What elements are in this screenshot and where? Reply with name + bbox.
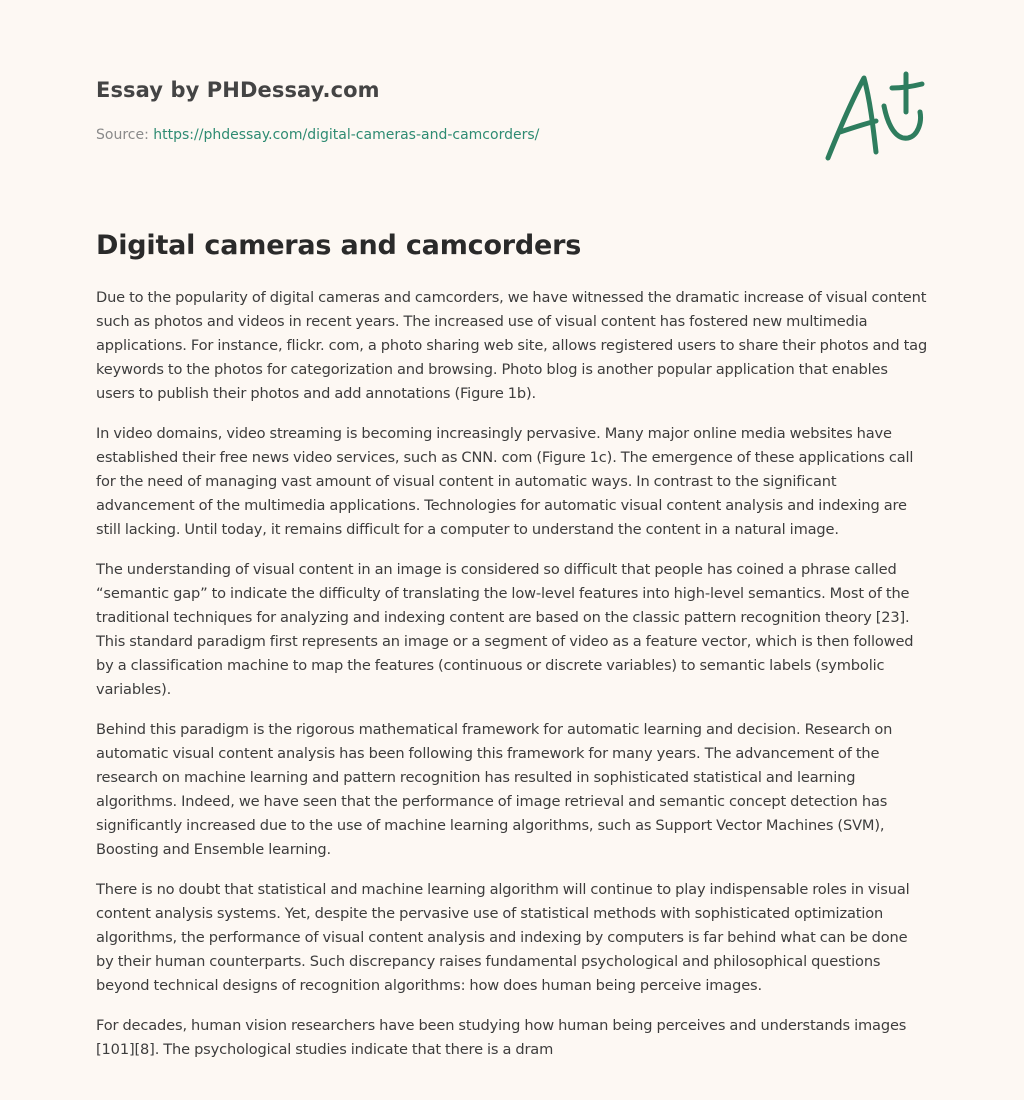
- article-paragraph: In video domains, video streaming is becoming increasingly pervasive. Many major online media websites have established their free news video services, such as CNN. com (Figure 1c). The emergence of these applications call for the need of managing vast amount of visual content in automatic ways. In contrast to the significant advancement of the multimedia applications. Technologies for automatic visual content analysis and indexing are still lacking. Until today, it remains difficult for a computer to understand the content in a natural image.: [96, 425, 914, 538]
- essay-header: [96, 76, 796, 145]
- article-paragraph: For decades, human vision researchers have been studying how human being perceives and understands images [101][8]. The psychological studies indicate that there is a dram: [96, 1017, 907, 1058]
- article-paragraph: Due to the popularity of digital cameras and camcorders, we have witnessed the dramatic increase of visual content such as photos and videos in recent years. The increased use of visual content has fostered new multimedia applications. For instance, flickr. com, a photo sharing web site, allows registered users to share their photos and tag keywords to the photos for categorization and browsing. Photo blog is another popular application that enables users to publish their photos and add annotations (Figure 1b).: [96, 289, 928, 402]
- source-label: Source:: [96, 127, 154, 143]
- a-plus-logo-icon: [818, 66, 930, 166]
- article-title: Digital cameras and camcorders: [96, 230, 582, 261]
- article-paragraph: There is no doubt that statistical and machine learning algorithm will continue to play indispensable roles in visual content analysis systems. Yet, despite the pervasive use of statistical methods with sophisticated optimization algorithms, the performance of visual content analysis and indexing by computers is far behind what can be done by their human counterparts. Such discrepancy raises fundamental psychological and philosophical questions beyond technical designs of recognition algorithms: how does human being perceive images.: [96, 881, 910, 994]
- source-link[interactable]: https://phdessay.com/digital-cameras-and-camcorders/: [153, 127, 540, 143]
- site-title: Essay by PHDessay.com: [96, 78, 380, 102]
- source-line: [96, 125, 796, 145]
- article-paragraph: Behind this paradigm is the rigorous mathematical framework for automatic learning and decision. Research on automatic visual content analysis has been following this framework for many years. The advancement of the research on machine learning and pattern recognition has resulted in sophisticated statistical and learning algorithms. Indeed, we have seen that the performance of image retrieval and semantic concept detection has significantly increased due to the use of machine learning algorithms, such as Support Vector Machines (SVM), Boosting and Ensemble learning.: [96, 721, 893, 858]
- article-paragraph: The understanding of visual content in an image is considered so difficult that people has coined a phrase called “semantic gap” to indicate the difficulty of translating the low-level features into high-level semantics. Most of the traditional techniques for analyzing and indexing content are based on the classic pattern recognition theory [23]. This standard paradigm first represents an image or a segment of video as a feature vector, which is then followed by a classification machine to map the features (continuous or discrete variables) to semantic labels (symbolic variables).: [96, 561, 914, 698]
- article: [96, 228, 928, 1078]
